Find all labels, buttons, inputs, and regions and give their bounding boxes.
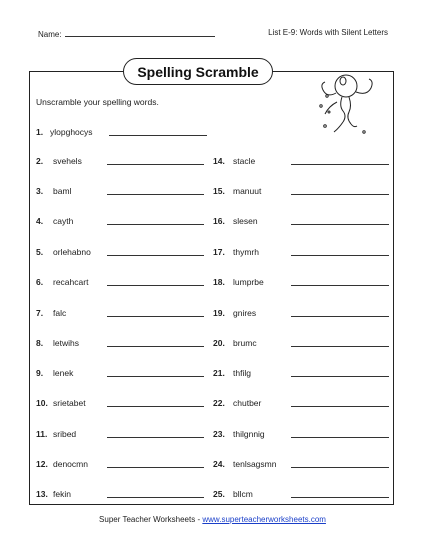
item-number: 23. xyxy=(213,429,225,439)
item-number: 13. xyxy=(36,489,48,499)
page-title: Spelling Scramble xyxy=(123,58,273,85)
item-number: 22. xyxy=(213,398,225,408)
scrambled-word: ylopghocys xyxy=(50,127,93,137)
list-item xyxy=(36,186,72,196)
answer-line[interactable] xyxy=(107,467,204,468)
item-number: 20. xyxy=(213,338,225,348)
list-item xyxy=(213,216,258,226)
answer-line[interactable] xyxy=(107,316,204,317)
scrambled-word: baml xyxy=(53,186,72,196)
answer-line[interactable] xyxy=(107,406,204,407)
item-number: 12. xyxy=(36,459,48,469)
scrambled-word: brumc xyxy=(233,338,257,348)
item-number: 6. xyxy=(36,277,44,287)
item-number: 2. xyxy=(36,156,44,166)
answer-line[interactable] xyxy=(291,224,389,225)
scrambled-word: orlehabno xyxy=(53,247,91,257)
scrambled-word: denocmn xyxy=(53,459,88,469)
scrambled-word: manuut xyxy=(233,186,262,196)
list-item xyxy=(36,429,77,439)
item-number: 21. xyxy=(213,368,225,378)
scrambled-word: tenlsagsmn xyxy=(233,459,277,469)
list-item xyxy=(36,459,88,469)
instructions: Unscramble your spelling words. xyxy=(36,97,159,107)
scrambled-word: srietabet xyxy=(53,398,86,408)
item-number: 14. xyxy=(213,156,225,166)
scrambled-word: slesen xyxy=(233,216,258,226)
list-item xyxy=(36,127,93,137)
item-number: 8. xyxy=(36,338,44,348)
answer-line[interactable] xyxy=(107,194,204,195)
scrambled-word: thfilg xyxy=(233,368,251,378)
answer-line[interactable] xyxy=(291,406,389,407)
scrambled-word: cayth xyxy=(53,216,74,226)
name-field xyxy=(38,28,215,39)
item-number: 1. xyxy=(36,127,44,137)
footer xyxy=(0,515,425,524)
scrambled-word: sribed xyxy=(53,429,77,439)
scrambled-word: letwihs xyxy=(53,338,79,348)
list-label: List E-9: Words with Silent Letters xyxy=(268,28,388,37)
answer-line[interactable] xyxy=(107,376,204,377)
list-item xyxy=(213,277,264,287)
list-item xyxy=(36,368,74,378)
answer-line[interactable] xyxy=(107,255,204,256)
answer-line[interactable] xyxy=(107,164,204,165)
footer-link[interactable]: www.superteacherworksheets.com xyxy=(202,515,326,524)
list-item xyxy=(213,186,262,196)
scrambled-word: lenek xyxy=(53,368,74,378)
answer-line[interactable] xyxy=(291,376,389,377)
item-number: 17. xyxy=(213,247,225,257)
answer-line[interactable] xyxy=(107,497,204,498)
item-number: 4. xyxy=(36,216,44,226)
footer-text: Super Teacher Worksheets - xyxy=(99,515,203,524)
list-item xyxy=(36,489,71,499)
item-number: 18. xyxy=(213,277,225,287)
list-item xyxy=(36,398,86,408)
list-item xyxy=(213,429,265,439)
scrambled-word: chutber xyxy=(233,398,262,408)
answer-line[interactable] xyxy=(291,346,389,347)
answer-line[interactable] xyxy=(291,497,389,498)
answer-line[interactable] xyxy=(291,164,389,165)
scrambled-word: gnires xyxy=(233,308,257,318)
item-number: 15. xyxy=(213,186,225,196)
answer-line[interactable] xyxy=(107,346,204,347)
item-number: 9. xyxy=(36,368,44,378)
item-number: 5. xyxy=(36,247,44,257)
scrambled-word: bllcm xyxy=(233,489,253,499)
octopus-mascot-icon xyxy=(309,66,384,144)
answer-line[interactable] xyxy=(291,285,389,286)
scrambled-word: thilgnnig xyxy=(233,429,265,439)
answer-line[interactable] xyxy=(107,285,204,286)
list-item xyxy=(36,247,91,257)
list-item xyxy=(36,308,67,318)
list-item xyxy=(36,338,79,348)
item-number: 24. xyxy=(213,459,225,469)
list-item xyxy=(213,156,256,166)
item-number: 11. xyxy=(36,429,48,439)
scrambled-word: stacle xyxy=(233,156,256,166)
item-number: 10. xyxy=(36,398,48,408)
item-number: 25. xyxy=(213,489,225,499)
name-blank-line[interactable] xyxy=(65,28,215,37)
scrambled-word: thymrh xyxy=(233,247,259,257)
scrambled-word: fekin xyxy=(53,489,71,499)
list-item xyxy=(213,308,257,318)
item-number: 3. xyxy=(36,186,44,196)
list-item xyxy=(36,156,82,166)
list-item xyxy=(213,459,277,469)
name-label: Name: xyxy=(38,30,62,39)
list-item xyxy=(36,277,89,287)
answer-line[interactable] xyxy=(107,224,204,225)
answer-line[interactable] xyxy=(107,437,204,438)
scrambled-word: recahcart xyxy=(53,277,89,287)
list-item xyxy=(213,368,251,378)
list-item xyxy=(213,247,259,257)
answer-line[interactable] xyxy=(109,135,207,136)
list-item xyxy=(213,338,257,348)
scrambled-word: svehels xyxy=(53,156,82,166)
list-item xyxy=(213,398,262,408)
answer-line[interactable] xyxy=(291,194,389,195)
list-item xyxy=(213,489,253,499)
list-item xyxy=(36,216,74,226)
answer-line[interactable] xyxy=(291,467,389,468)
answer-line[interactable] xyxy=(291,316,389,317)
answer-line[interactable] xyxy=(291,437,389,438)
answer-line[interactable] xyxy=(291,255,389,256)
scrambled-word: lumprbe xyxy=(233,277,264,287)
scrambled-word: falc xyxy=(53,308,67,318)
item-number: 16. xyxy=(213,216,225,226)
item-number: 19. xyxy=(213,308,225,318)
item-number: 7. xyxy=(36,308,44,318)
